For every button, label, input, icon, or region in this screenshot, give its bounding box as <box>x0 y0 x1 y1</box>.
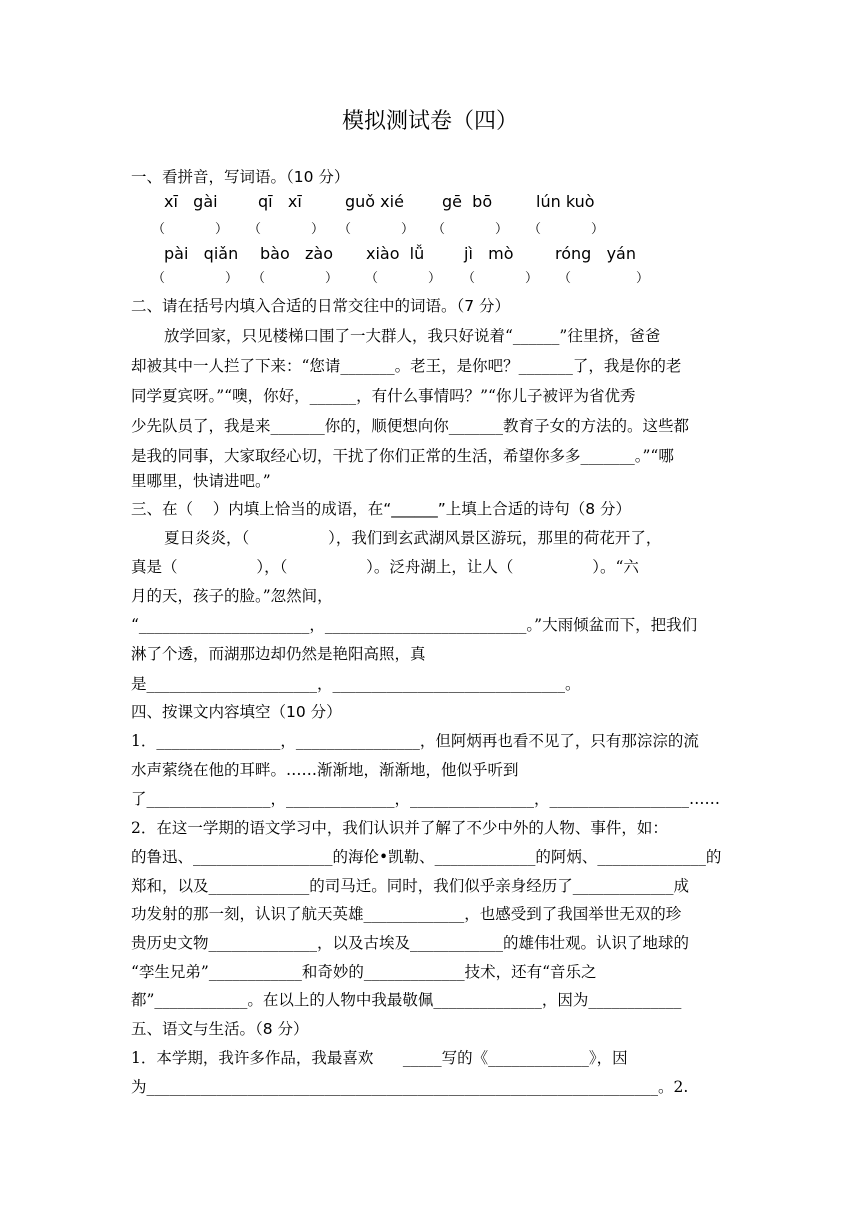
paragraph-line: 郑和，以及_____________的司马迁。同时，我们似乎亲身经历了_____________成 <box>131 877 690 895</box>
paragraph-line: 放学回家，只见楼梯口围了一大群人，我只好说着“______”往里挤，爸爸 <box>164 327 661 345</box>
paragraph-line: 少先队员了，我是来_______你的，顺便想向你_______教育子女的方法的。这些都 <box>131 417 690 435</box>
paragraph-line: 是我的同事，大家取经心切，干扰了你们正常的生活，希望你多多_______。”“哪 <box>131 447 674 465</box>
pinyin-item: gē bō <box>442 192 493 211</box>
paragraph-line: 同学夏宾呀。”“噢，你好，______，有什么事情吗？”“你儿子被评为省优秀 <box>131 387 636 405</box>
pinyin-item: guǒ xié <box>345 192 404 211</box>
pinyin-item: xī gài <box>164 192 218 211</box>
paragraph-line: 了________________，______________，________________，__________________…… <box>131 790 721 808</box>
answer-box[interactable]: （ ） <box>432 222 509 237</box>
answer-box[interactable]: （ ） <box>338 222 415 237</box>
paragraph-line: 里哪里，快请进吧。” <box>131 472 271 490</box>
answer-box[interactable]: （ ） <box>528 222 605 237</box>
section5-heading: 五、语文与生活。（8 分） <box>131 1020 309 1038</box>
pinyin-item: jì mò <box>464 244 514 263</box>
pinyin-item: pài qiǎn <box>164 244 239 263</box>
paragraph-line: “孪生兄弟”____________和奇妙的_____________技术，还有“音乐之 <box>131 963 597 981</box>
paragraph-line: 却被其中一人拦了下来：“您请_______。老王，是你吧？_______了，我是你的老 <box>131 357 682 375</box>
section2-heading: 二、请在括号内填入合适的日常交往中的词语。（7 分） <box>131 297 511 315</box>
answer-box[interactable]: （ ） <box>152 222 229 237</box>
paragraph-line: 是______________________，______________________________。 <box>131 675 581 693</box>
pinyin-item: lún kuò <box>536 192 595 211</box>
paragraph-line: 1．________________，________________，但阿炳再也看不见了，只有那淙淙的流 <box>131 732 699 750</box>
paragraph-line: 贵历史文物______________，以及古埃及____________的雄伟壮观。认识了地球的 <box>131 934 690 952</box>
answer-box[interactable]: （ ） <box>365 271 442 286</box>
paragraph-line: 夏日炎炎，（ ），我们到玄武湖风景区游玩，那里的荷花开了， <box>164 529 662 547</box>
section3-heading: 三、在（ ）内填上恰当的成语，在“______”上填上合适的诗句（8 分） <box>131 500 632 518</box>
answer-box[interactable]: （ ） <box>152 271 239 286</box>
section1-heading: 一、看拼音，写词语。（10 分） <box>131 168 350 186</box>
paragraph-line: 真是（ ），（ ）。泛舟湖上，让人（ ）。“六 <box>131 558 639 576</box>
paragraph-line: “______________________，__________________________。”大雨倾盆而下，把我们 <box>131 616 698 634</box>
answer-box[interactable]: （ ） <box>462 271 539 286</box>
pinyin-item: qī xī <box>258 192 302 211</box>
pinyin-item: róng yán <box>555 244 636 263</box>
paragraph-line: 为__________________________________________________________________。2. <box>131 1078 689 1096</box>
pinyin-item: bào zào <box>260 244 333 263</box>
paragraph-line: 2．在这一学期的语文学习中，我们认识并了解了不少中外的人物、事件，如： <box>131 819 668 837</box>
paragraph-line: 功发射的那一刻，认识了航天英雄_____________，也感受到了我国举世无双的珍 <box>131 905 682 923</box>
paragraph-line: 1．本学期，我许多作品，我最喜欢 _____写的《_____________》，因 <box>131 1049 628 1067</box>
section4-heading: 四、按课文内容填空（10 分） <box>131 703 342 721</box>
pinyin-item: xiào lǚ <box>366 244 425 263</box>
paragraph-line: 的鲁迅、__________________的海伦•凯勒、_____________的阿炳、______________的 <box>131 848 722 866</box>
page-title: 模拟测试卷（四） <box>341 109 518 134</box>
answer-box[interactable]: （ ） <box>252 271 339 286</box>
paragraph-line: 月的天，孩子的脸。”忽然间， <box>131 587 333 605</box>
paragraph-line: 淋了个透，而湖那边却仍然是艳阳高照，真 <box>131 645 426 663</box>
answer-box[interactable]: （ ） <box>558 271 650 286</box>
paragraph-line: 水声萦绕在他的耳畔。……渐渐地，渐渐地，他似乎听到 <box>131 761 519 779</box>
paragraph-line: 都”____________。在以上的人物中我最敬佩______________，因为____________ <box>131 991 682 1009</box>
answer-box[interactable]: （ ） <box>248 222 325 237</box>
